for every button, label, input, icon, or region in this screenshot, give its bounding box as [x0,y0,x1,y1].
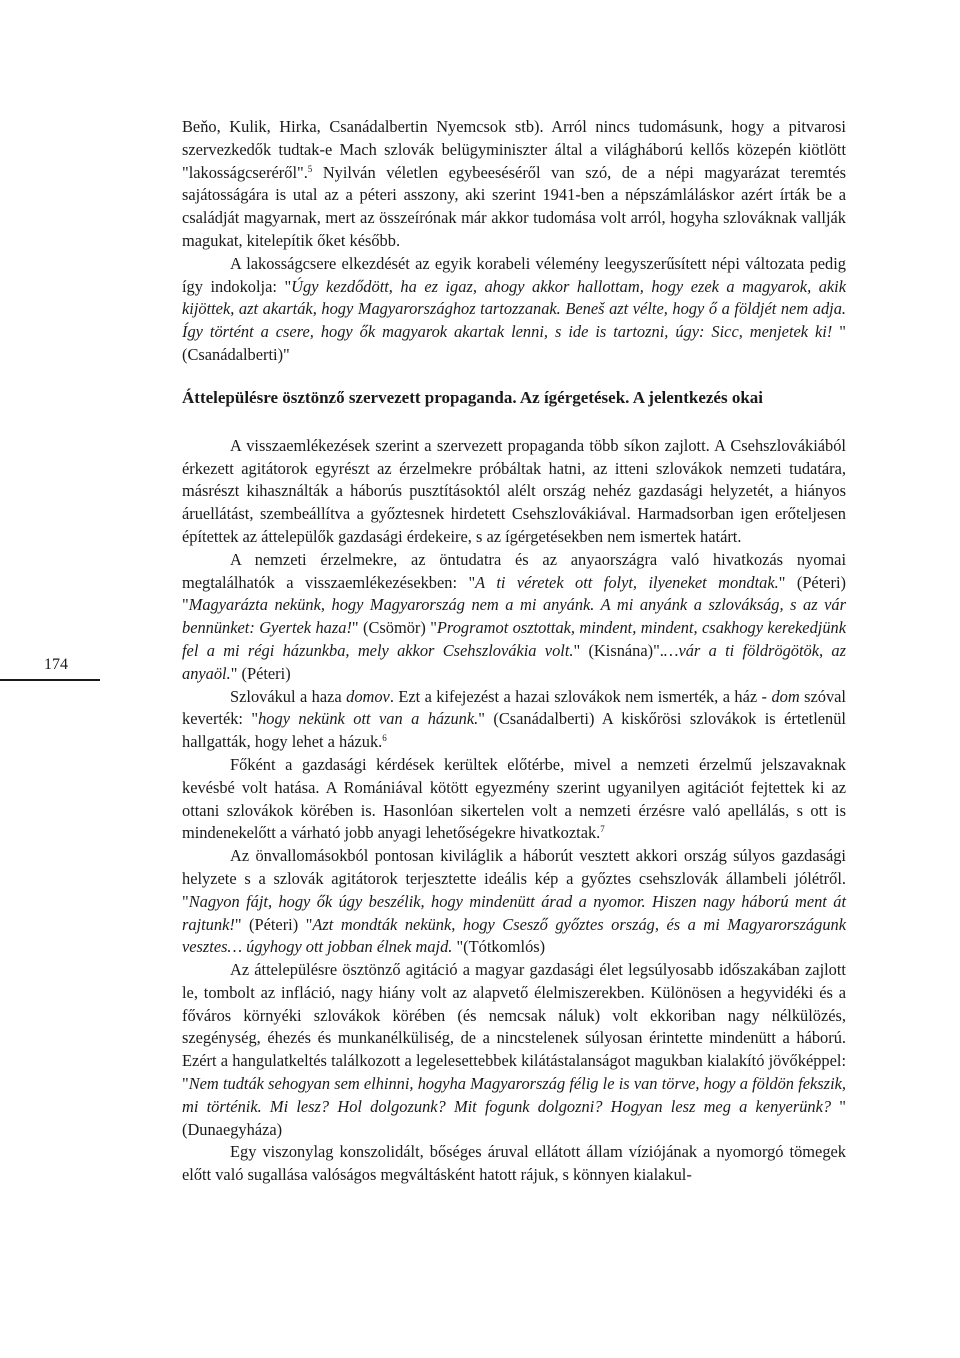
body-text [182,116,846,1187]
text-run: szóval keverték: " [182,686,846,729]
page-number-marker [0,655,108,681]
footnote-ref-7: 7 [600,824,605,835]
text-run: " (Péteri) " [234,914,313,934]
text-run: . Ezt a kifejezést a hazai szlovákok nem ismerték, a ház - [389,686,772,706]
section-heading: Áttelepülésre ösztönző szervezett propaganda. Az ígérgetések. A jelentkezés okai [182,387,764,407]
quote: …vár a ti földrögötök, az anyaöl. [182,640,847,683]
text-run: " (Csanádalberti) A kiskőrösi szlovákok is értetlenül hallgatták, hogy lehet a házuk. [182,709,846,752]
text-run: Szlovákul a haza [230,686,347,706]
footnote-ref-5: 5 [307,163,313,174]
quote: hogy nekünk ott van a házunk. [258,709,479,729]
quote: Programot osztottak, mindent, mindent, csakhogy kerekedjünk fel a mi régi házunkba, mely akkor Csehszlovákia volt. [182,618,846,660]
text-run: " (Péteri) " [182,572,847,615]
text-run: Beňo, Kulik, Hirka, Csanádalbertin Nyemcsok stb). Arról nincs tudomásunk, hogy a pitvarosi szervezkedők tudtak-e Mach szlovák belügyminiszter által a világháború kellős közepén kiötlött "lakosságcseréről". [182,117,846,182]
paragraph-3: A visszaemlékezések szerint a szervezett propaganda több síkon zajlott. A Csehszlovákiából érkezett agitátorok egyrészt az érzelmekre próbáltak hatni, az itteni szlovákok nemzeti tudatára, másrészt kihasználták a háborús pusztításoktól alélt ország nehéz gazdasági helyzetét, a hiányos áruellátást, szembeállítva a győztesnek hirdetett Csehszlovákiával. Harmadsorban igen erőteljesen építettek az áttelepülők gazdasági érdekeire, s az ígérgetésekben nem ismertek határt. [182,435,846,546]
quote: Nagyon fájt, hogy ők úgy beszélik, hogy mindenütt árad a nyomor. Hiszen nagy háború ment át rajtunk! [182,891,846,934]
paragraph-9: Egy viszonylag konszolidált, bőséges áruval ellátott állam víziójának a nyomorgó tömegek előtt való sugallása valóságos megváltásként hatott rájuk, s könnyen kialakul- [182,1142,846,1185]
quote: Magyarázta nekünk, hogy Magyarország nem a mi anyánk. A mi anyánk a szlovákság, s az vár bennünket: Gyertek haza! [182,595,846,638]
text-run: Nyilván véletlen egybeeséséről van szó, de a népi magyarázat teremtés sajátosságára is utal az a péteri asszony, aki szerint 1941-ben a népszámláláskor azért írták be a családját magyarnak, mert az összeírónak már akkor tudomása volt arról, hogyha szlováknak vallják magukat, kitelepítik őket később. [182,162,846,250]
text-run: A lakosságcsere elkezdését az egyik korabeli vélemény leegyszerűsített népi változata pedig így indokolja: " [182,253,846,296]
quote: domov [346,686,390,706]
paragraph-6 [182,754,846,845]
text-run: " (Dunaegyháza) [182,1096,846,1139]
paragraph-7 [182,845,846,959]
paragraph-2 [182,253,846,367]
text-run: " (Péteri) [230,663,291,683]
page-number-rule [0,679,100,681]
page-number: 174 [44,656,68,673]
paragraph-1 [182,116,846,253]
text-run: Főként a gazdasági kérdések kerültek előtérbe, mivel a nemzeti érzelmű jelszavaknak kevésbé volt hatása. A Romániával kötött egyezmény szerint ugyanilyen agitációt fejtettek ki az ottani szlovákok körében is. Hasonlóan sikertelen volt a nemzeti érzésre való apellálás, s ott is mindenekelőtt a várható jobb anyagi lehetőségekre hivatkoztak. [182,754,846,843]
quote: Úgy kezdődött, ha ez igaz, ahogy akkor hallottam, hogy ezek a magyarok, akik kijöttek, azt akarták, hogy Magyarországhoz tartozzanak. Beneš azt vélte, hogy ő a földjét nem adja. Így történt a csere, hogy ők magyarok akartak lenni, s ide is tartozni, úgy: Sicc, menjetek ki! [182,276,846,342]
footnote-ref-6: 6 [382,733,387,744]
paragraph-5 [182,686,846,754]
text-run: " (Kisnána)". [573,640,664,660]
text-run: " (Csömör) " [351,618,437,638]
quote: Nem tudták sehogyan sem elhinni, hogyha Magyarország félig le is van törve, hogy a földön fekszik, mi történik. Mi lesz? Hol dolgozunk? Mit fogunk dolgozni? Hogyan lesz meg a kenyerünk? [182,1074,846,1116]
text-run: " (Csanádalberti)" [182,322,847,364]
text-run: A nemzeti érzelmekre, az öntudatra és az anyaországra való hivatkozás nyomai megtalálhatók a visszaemlékezésekben: " [182,549,846,592]
text-run: "(Tótkomlós) [452,937,546,957]
text-run: Az önvallomásokból pontosan kiviláglik a háborút vesztett akkori ország súlyos gazdasági helyzete s a szlovák agitátorok terjesztette ideális kép a győztes csehszlovák állambeli jólétről. " [182,846,846,911]
paragraph-4 [182,549,846,686]
paragraph-8 [182,959,846,1141]
quote: dom [771,686,800,706]
quote: Azt mondták nekünk, hogy Csesző győztes ország, és a mi Magyarországunk vesztes… úgyhogy ott jobban élnek majd. [182,914,846,957]
text-run: Az áttelepülésre ösztönző agitáció a magyar gazdasági élet legsúlyosabb időszakában zajlott le, tombolt az infláció, nagy hiány volt az alapvető élelmiszerekben. Különösen a hegyvidéki és a főváros környéki szlovákok körében (és nemcsak náluk) volt ekkoriban nagy nélkülözés, szegénység, éhezés és munkanélküliség, de a nincstelenek súlyosan érintette mindenütt a háború. Ezért a hangulatkeltés találkozott a legelesettebbek kilátástalanságot magukban kialakító jövőképpel: " [182,960,846,1094]
quote: A ti véretek ott folyt, ilyeneket mondtak. [475,572,779,592]
